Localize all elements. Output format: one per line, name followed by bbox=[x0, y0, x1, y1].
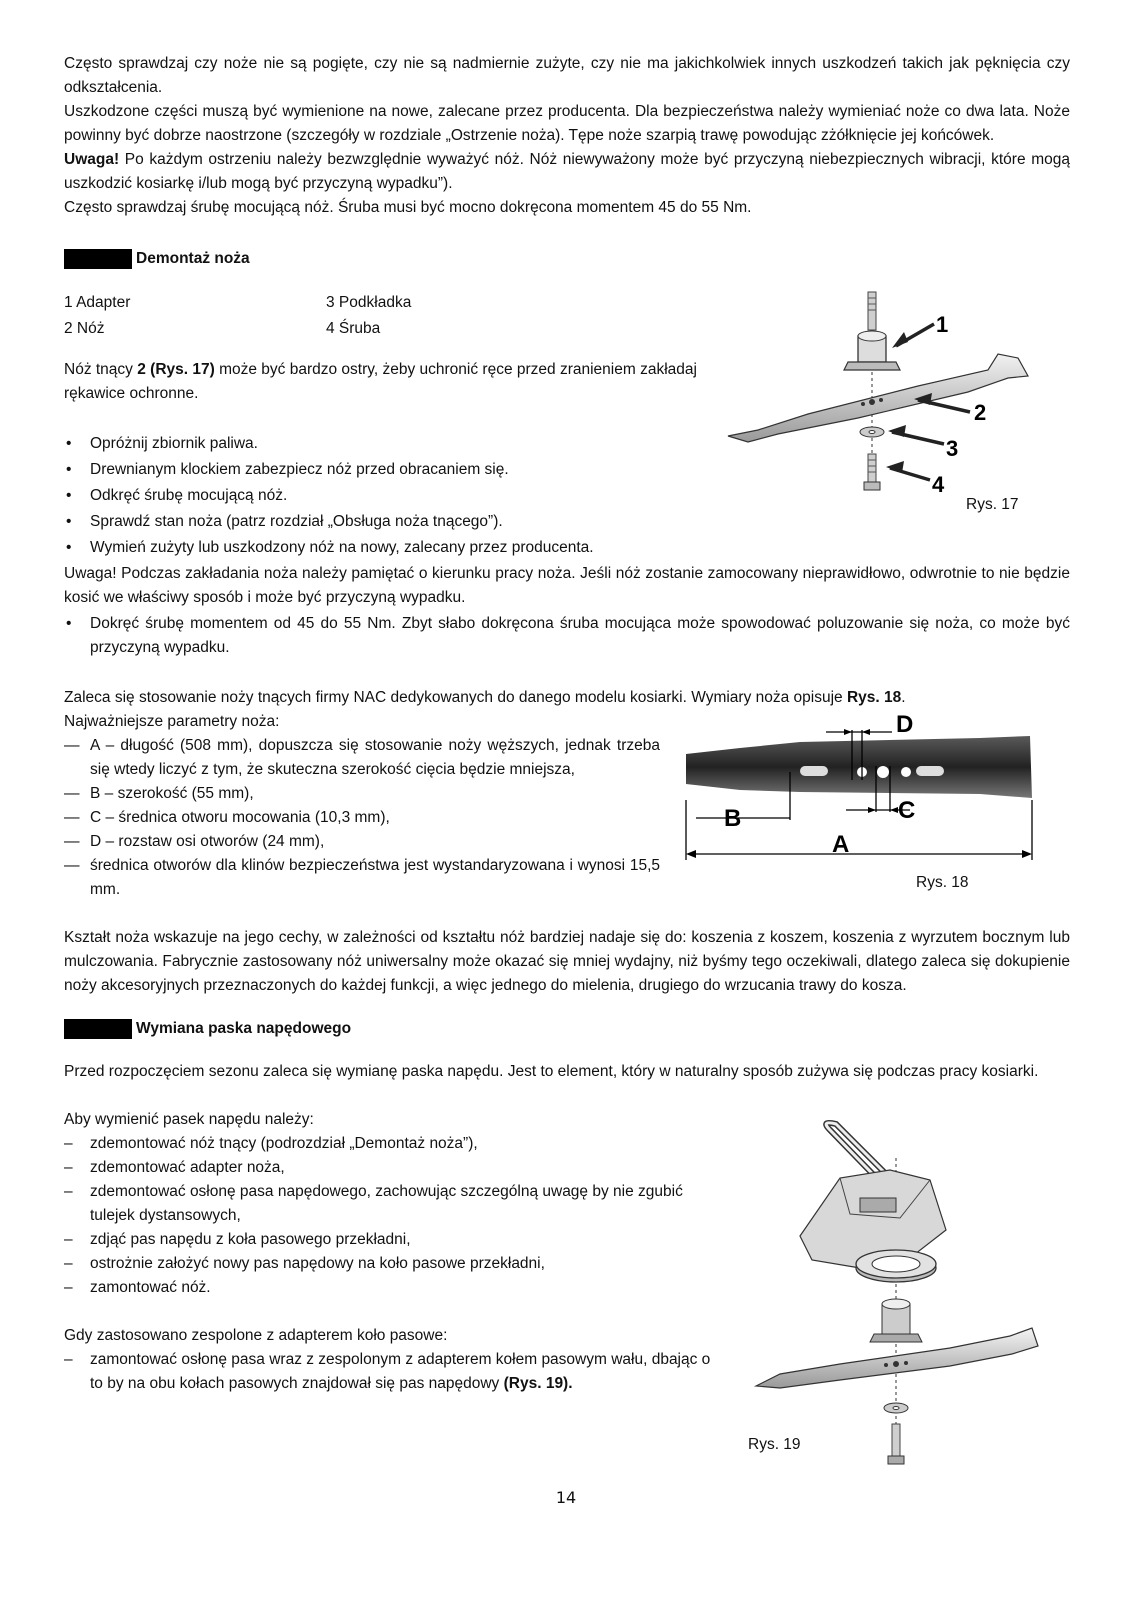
list-item: – zdjąć pas napędu z koła pasowego przekładni, bbox=[64, 1228, 724, 1252]
list-item: — średnica otworów dla klinów bezpieczeństwa jest wystandaryzowana i wynosi 15,5 mm. bbox=[64, 854, 660, 902]
text: Zaleca się stosowanie noży tnących firmy NAC dedykowanych do danego modelu kosiarki. Wymiary noża opisuje bbox=[64, 689, 847, 706]
list-item: • Opróżnij zbiornik paliwa. bbox=[64, 432, 1070, 456]
section-title: Demontaż noża bbox=[136, 250, 250, 267]
figure-label: 3 bbox=[946, 436, 959, 461]
text: . bbox=[901, 689, 906, 706]
list-item: • Odkręć śrubę mocującą nóż. bbox=[64, 484, 1070, 508]
figure-ref: Rys. 18 bbox=[846, 689, 902, 706]
list-item: • Wymień zużyty lub uszkodzony nóż na nowy, zalecany przez producenta. bbox=[64, 536, 1070, 560]
para-combined-pulley: Gdy zastosowano zespolone z adapterem koło pasowe: bbox=[64, 1327, 448, 1344]
figure-label: A bbox=[832, 831, 850, 858]
list-item: – ostrożnie założyć nowy pas napędowy na koło pasowe przekładni, bbox=[64, 1252, 724, 1276]
para-belt-steps-intro: Aby wymienić pasek napędu należy: bbox=[64, 1111, 314, 1128]
list-item: — B – szerokość (55 mm), bbox=[64, 782, 660, 806]
figure-ref: (Rys. 19). bbox=[503, 1375, 573, 1392]
list-item: • Drewnianym klockiem zabezpiecz nóż przed obracaniem się. bbox=[64, 458, 1070, 482]
part-item: 3 Podkładka bbox=[326, 294, 412, 311]
text: może być bardzo ostry, żeby uchronić ręce przed zranieniem zakładaj rękawice ochronne. bbox=[64, 361, 697, 402]
list-item: – zdemontować osłonę pasa napędowego, zachowując szczególną uwagę by nie zgubić tulejek dystansowych, bbox=[64, 1180, 724, 1228]
para-sharp-blade bbox=[64, 358, 704, 406]
figure-17-caption: Rys. 17 bbox=[966, 496, 1019, 513]
para-check-screw: Często sprawdzaj śrubę mocującą nóż. Śruba musi być mocno dokręcona momentem 45 do 55 Nm. bbox=[64, 199, 752, 216]
figure-label: C bbox=[898, 797, 916, 824]
text: zamontować osłonę pasa wraz z zespolonym z adapterem kołem pasowym wału, dbając o to by na obu kołach pasowych znajdował się pas napędowy bbox=[90, 1351, 711, 1392]
section-marker bbox=[64, 249, 132, 269]
dimension-list bbox=[64, 734, 660, 902]
list-item: – zdemontować nóż tnący (podrozdział „Demontaż noża”), bbox=[64, 1132, 724, 1156]
page-number: 14 bbox=[555, 1488, 577, 1507]
figure-label: B bbox=[724, 805, 742, 832]
text: Nóż tnący bbox=[64, 361, 138, 378]
figure-19-caption: Rys. 19 bbox=[748, 1436, 801, 1453]
figure-18-caption: Rys. 18 bbox=[916, 874, 969, 891]
section-header-blade-removal bbox=[64, 246, 1070, 272]
para-nac-blades bbox=[64, 686, 1070, 710]
figure-ref: 2 (Rys. 17) bbox=[137, 361, 215, 378]
list-item: — C – średnica otworu mocowania (10,3 mm), bbox=[64, 806, 660, 830]
list-item: — D – rozstaw osi otworów (24 mm), bbox=[64, 830, 660, 854]
section-title: Wymiana paska napędowego bbox=[136, 1020, 352, 1037]
warning-label: Uwaga! bbox=[64, 151, 120, 168]
list-item: • Dokręć śrubę momentem od 45 do 55 Nm. Zbyt słabo dokręcona śruba mocująca może spowodować poluzowanie się noża, co może być przyczyną wypadku. bbox=[64, 612, 1070, 660]
figure-label: 1 bbox=[936, 312, 949, 337]
belt-steps-list bbox=[64, 1132, 724, 1300]
list-item: – zamontować nóż. bbox=[64, 1276, 724, 1300]
para-warning-balance bbox=[64, 148, 1070, 196]
para-belt-intro: Przed rozpoczęciem sezonu zaleca się wymianę paska napędu. Jest to element, który w naturalny sposób zużywa się podczas pracy kosiarki. bbox=[64, 1063, 1039, 1080]
figure-19-belt-assembly bbox=[750, 1118, 1050, 1478]
figure-label: D bbox=[896, 711, 914, 738]
para-params: Najważniejsze parametry noża: bbox=[64, 713, 280, 730]
figure-label: 4 bbox=[932, 472, 945, 497]
figure-18-blade-dimensions bbox=[680, 710, 1042, 868]
list-item: • Sprawdź stan noża (patrz rozdział „Obsługa noża tnącego”). bbox=[64, 510, 1070, 534]
part-item: 2 Nóż bbox=[64, 320, 105, 337]
figure-17-exploded-blade bbox=[718, 286, 1038, 506]
list-item: — A – długość (508 mm), dopuszcza się stosowanie noży węższych, jednak trzeba się wtedy liczyć z tym, że skuteczna szerokość cięcia będzie mniejsza, bbox=[64, 734, 660, 782]
para-direction-warning: Uwaga! Podczas zakładania noża należy pamiętać o kierunku pracy noża. Jeśli nóż zostanie zamocowany nieprawidłowo, odwrotnie to nie będzie kosić we właściwy sposób i może być przyczyną wypadku. bbox=[64, 565, 1070, 606]
part-item: 1 Adapter bbox=[64, 294, 131, 311]
figure-label: 2 bbox=[974, 400, 987, 425]
warning-text: Po każdym ostrzeniu należy bezwzględnie wyważyć nóż. Nóż niewyważony może być przyczyną niebezpiecznych wibracji, które mogą uszkodzić kosiarkę i/lub mogą być przyczyną wypadku”). bbox=[64, 151, 1070, 192]
combined-pulley-steps bbox=[64, 1348, 724, 1396]
para-blade-shape: Kształt noża wskazuje na jego cechy, w zależności od kształtu nóż bardziej nadaje się do: koszenia z koszem, koszenia z wyrzutem bocznym lub mulczowania. Fabrycznie zastosowany nóż uniwersalny może okazać się mniej wydajny, niż byśmy tego oczekiwali, dlatego zaleca się dokupienie noży akcesoryjnych przeznaczonych do każdej funkcji, a więc jednego do mielenia, drugiego do wrzucania trawy do kosza. bbox=[64, 929, 1070, 994]
para-check-blades: Często sprawdzaj czy noże nie są pogięte, czy nie są nadmiernie zużyte, czy nie ma jakichkolwiek innych uszkodzeń takich jak pęknięcia czy odkształcenia. bbox=[64, 55, 1070, 96]
bullet-list-torque bbox=[64, 612, 1070, 660]
list-item: – zdemontować adapter noża, bbox=[64, 1156, 724, 1180]
list-item bbox=[64, 1348, 724, 1396]
para-damaged-parts: Uszkodzone części muszą być wymienione na nowe, zalecane przez producenta. Dla bezpieczeństwa należy wymieniać noże co dwa lata. Noże powinny być dobrze naostrzone (szczegóły w rozdziale „Ostrzenie noża). Tępe noże szarpią trawę powodując zżółknięcie jej końcówek. bbox=[64, 103, 1070, 144]
section-marker bbox=[64, 1019, 132, 1039]
part-item: 4 Śruba bbox=[326, 320, 381, 337]
section-header-belt-replacement bbox=[64, 1016, 1070, 1042]
